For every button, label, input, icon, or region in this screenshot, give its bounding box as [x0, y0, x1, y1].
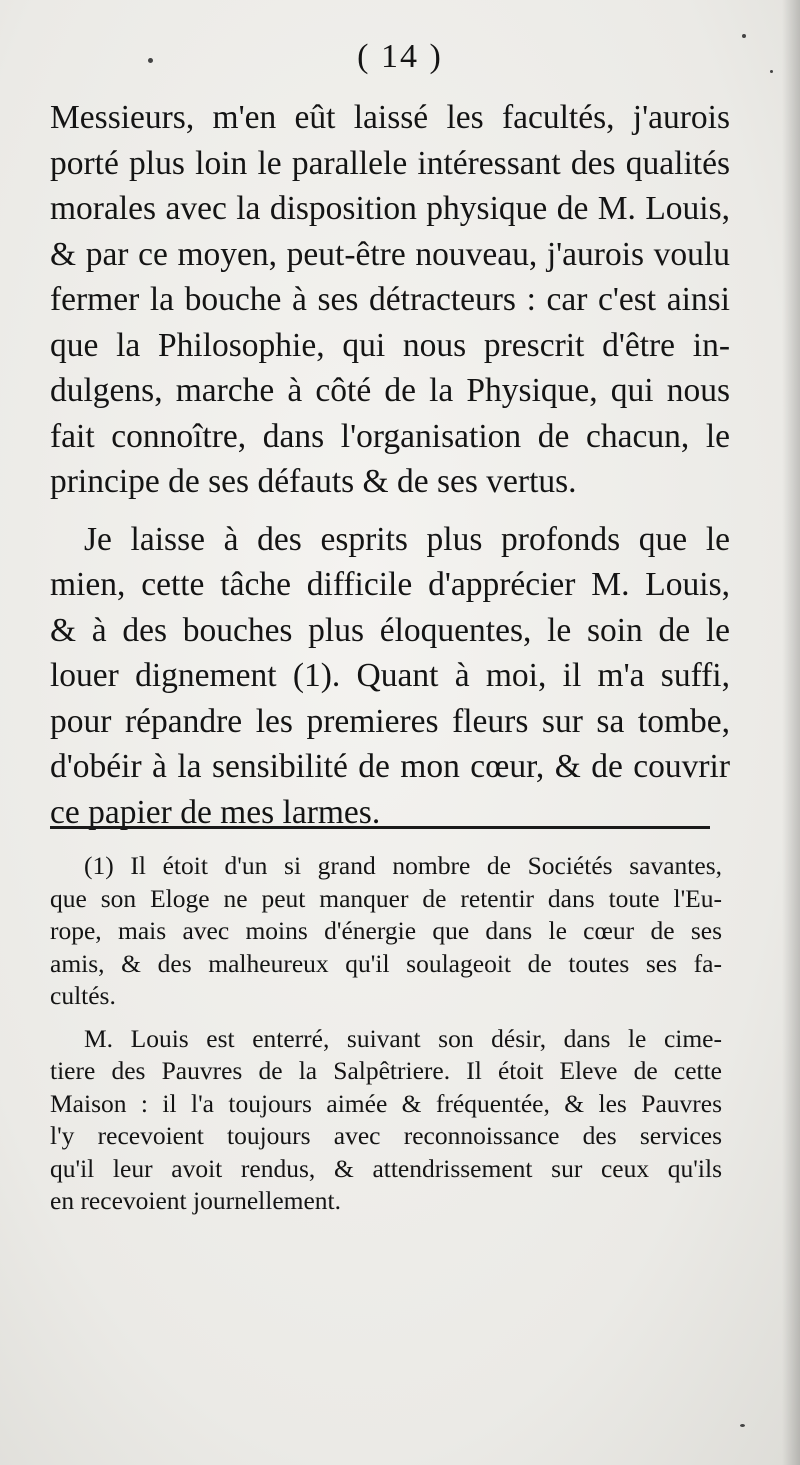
paragraph-gap: [50, 505, 730, 517]
text-line: que la Philosophie, qui nous prescrit d'être in-: [50, 326, 730, 364]
footnote-line: (1) Il étoit d'un si grand nombre de Sociétés savantes,: [84, 851, 722, 880]
footnote-line: qu'il leur avoit rendus, & attendrissement sur ceux qu'ils: [50, 1153, 722, 1183]
text-line: mien, cette tâche difficile d'apprécier M. Louis,: [50, 566, 730, 603]
footnote-line: rope, mais avec moins d'énergie que dans le cœur de ses: [50, 916, 722, 945]
main-text: [50, 95, 730, 835]
text-line: principe de ses défauts & de ses vertus.: [50, 463, 577, 500]
paragraph-2: [50, 517, 730, 836]
footnote-1: [50, 850, 722, 1013]
footnote-2: [50, 1023, 722, 1218]
footnote-line: tiere des Pauvres de la Salpêtriere. Il étoit Eleve de cette: [50, 1056, 722, 1085]
footnote-line: Maison : il l'a toujours aimée & fréquentée, & les Pauvres: [50, 1088, 722, 1118]
ink-speck: [740, 1424, 745, 1427]
footnote-line: en recevoient journellement.: [50, 1186, 341, 1215]
footnote-gap: [50, 1013, 722, 1023]
text-line: morales avec la disposition physique de M. Louis,: [50, 190, 730, 227]
binding-shadow: [782, 0, 800, 1465]
text-line: & par ce moyen, peut-être nouveau, j'aurois voulu: [50, 235, 730, 273]
page-number: ( 14 ): [357, 38, 443, 75]
text-line: porté plus loin le parallele intéressant des qualités: [50, 144, 730, 182]
footnote-line: M. Louis est enterré, suivant son désir, dans le cime-: [84, 1023, 722, 1053]
paragraph-1: [50, 95, 730, 505]
footnotes: [50, 850, 722, 1218]
text-line: Je laisse à des esprits plus profonds que le: [84, 520, 730, 558]
text-line: & à des bouches plus éloquentes, le soin de le: [50, 611, 730, 649]
text-line: d'obéir à la sensibilité de mon cœur, & de couvrir: [50, 748, 730, 785]
text-line: louer dignement (1). Quant à moi, il m'a suffi,: [50, 657, 730, 694]
footnote-separator-rule: [50, 826, 710, 829]
text-line: Messieurs, m'en eût laissé les facultés, j'aurois: [50, 99, 730, 136]
footnote-line: l'y recevoient toujours avec reconnoissance des services: [50, 1121, 722, 1150]
text-line: fait connoître, dans l'organisation de chacun, le: [50, 417, 730, 455]
footnote-line: amis, & des malheureux qu'il soulageoit de toutes ses fa-: [50, 948, 722, 978]
text-line: pour répandre les premieres fleurs sur sa tombe,: [50, 702, 730, 740]
text-line: dulgens, marche à côté de la Physique, qui nous: [50, 372, 730, 409]
text-line: fermer la bouche à ses détracteurs : car c'est ainsi: [50, 281, 730, 318]
text-line: ce papier de mes larmes.: [50, 793, 381, 831]
footnote-line: cultés.: [50, 981, 116, 1010]
footnote-line: que son Eloge ne peut manquer de retentir dans toute l'Eu-: [50, 883, 722, 913]
